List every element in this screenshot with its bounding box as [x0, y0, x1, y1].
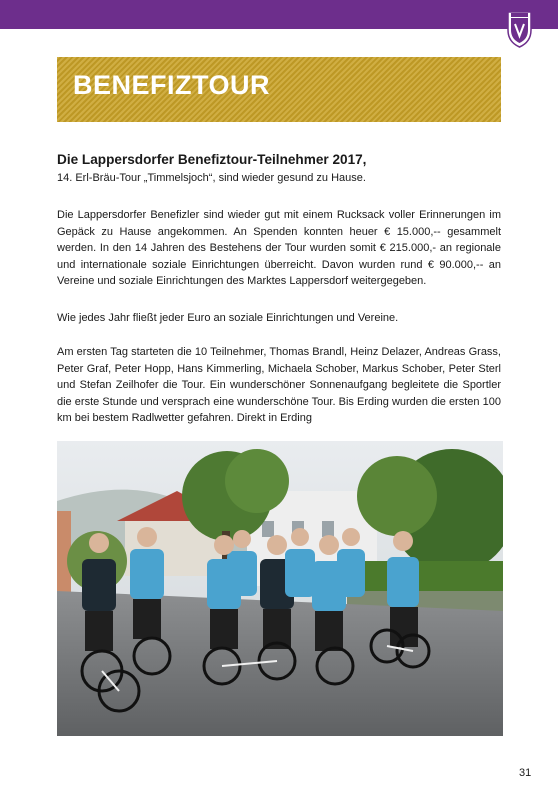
section-title: BENEFIZTOUR	[73, 70, 271, 100]
article-intro: 14. Erl-Bräu-Tour „Timmelsjoch“, sind wieder gesund zu Hause.	[57, 172, 366, 184]
section-banner	[57, 57, 501, 122]
club-crest-icon	[506, 10, 533, 48]
page-number: 31	[519, 767, 532, 779]
article-subheading: Die Lappersdorfer Benefiztour-Teilnehmer 2017,	[57, 152, 367, 167]
group-of-cyclists-photo	[57, 441, 503, 736]
article-paragraph-3: Am ersten Tag starteten die 10 Teilnehmer, Thomas Brandl, Heinz Delazer, Andreas Grass, Peter Graf, Peter Hopp, Hans Kimmerling, Michaela Schober, Markus Schober, Peter Sterl und Stefan Zeilhofer die Tour. Ein wunderschöner Sonnenaufgang begleitete die Sportler die erste Stunde und versprach eine wunderschöne Tour. Bis Erding wurden die ersten 100 km bei bestem Radlwetter gefahren. Direkt in Erding	[57, 346, 501, 425]
article-paragraph-1: Die Lappersdorfer Benefizler sind wieder gut mit einem Rucksack voller Erinnerungen im Gepäck zu Hause angekommen. An Spenden konnten heuer € 15.000,-- gesammelt werden. In den 14 Jahren des Bestehens der Tour wurden somit € 215.000,- an regionale und internationale soziale Einrichtungen überreicht. Davon wurden rund € 90.000,-- an Vereine und soziale Einrichtungen des Marktes Lappersdorf weitergegeben.	[57, 209, 501, 288]
header-bar	[0, 0, 558, 29]
article-paragraph-2: Wie jedes Jahr fließt jeder Euro an soziale Einrichtungen und Vereine.	[57, 312, 399, 324]
